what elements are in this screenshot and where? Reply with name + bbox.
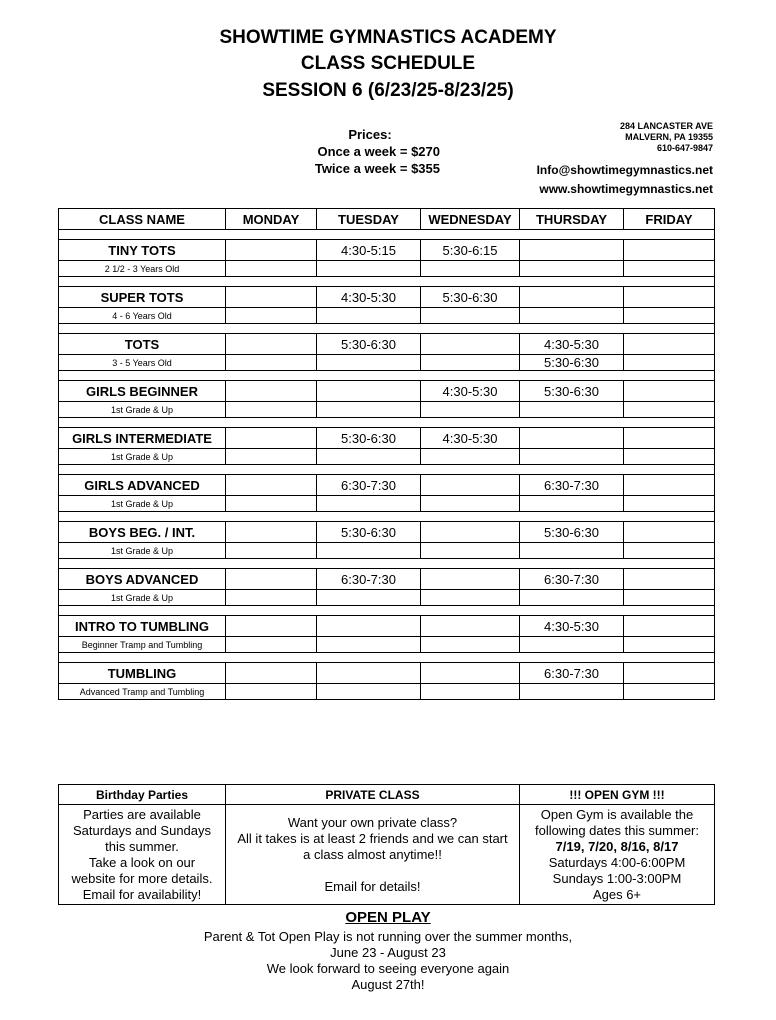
class-subrow xyxy=(59,355,715,371)
time-slot-wednesday: 5:30-6:30 xyxy=(421,287,520,308)
spacer-cell xyxy=(59,324,715,334)
time-slot-wednesday xyxy=(421,402,520,418)
class-name: TOTS xyxy=(59,334,226,355)
time-slot-thursday: 6:30-7:30 xyxy=(520,475,624,496)
spacer-cell xyxy=(59,512,715,522)
time-slot-friday xyxy=(624,428,715,449)
time-slot-thursday xyxy=(520,449,624,465)
time-slot-tuesday xyxy=(317,402,421,418)
time-slot-thursday xyxy=(520,590,624,606)
time-slot-tuesday xyxy=(317,684,421,700)
class-age-group: Advanced Tramp and Tumbling xyxy=(59,684,226,700)
time-slot-tuesday: 4:30-5:30 xyxy=(317,287,421,308)
class-name: BOYS ADVANCED xyxy=(59,569,226,590)
class-age-group: 3 - 5 Years Old xyxy=(59,355,226,371)
header-friday: FRIDAY xyxy=(624,209,715,230)
spacer-cell xyxy=(59,371,715,381)
time-slot-wednesday xyxy=(421,569,520,590)
phone-number: 610-647-9847 xyxy=(656,143,713,153)
time-slot-tuesday xyxy=(317,637,421,653)
header-class-name: CLASS NAME xyxy=(59,209,226,230)
time-slot-friday xyxy=(624,616,715,637)
class-subrow xyxy=(59,402,715,418)
class-age-group: 1st Grade & Up xyxy=(59,590,226,606)
spacer-row xyxy=(59,653,715,663)
spacer-row xyxy=(59,277,715,287)
time-slot-thursday xyxy=(520,287,624,308)
time-slot-friday xyxy=(624,240,715,261)
time-slot-tuesday: 5:30-6:30 xyxy=(317,334,421,355)
time-slot-friday xyxy=(624,496,715,512)
time-slot-thursday xyxy=(520,637,624,653)
time-slot-tuesday xyxy=(317,308,421,324)
prices-block xyxy=(290,126,440,177)
birthday-line: this summer. xyxy=(105,838,179,854)
birthday-line: Parties are available xyxy=(83,806,201,822)
class-row xyxy=(59,663,715,684)
class-subrow xyxy=(59,637,715,653)
time-slot-wednesday xyxy=(421,334,520,355)
price-twice-a-week: Twice a week = $355 xyxy=(314,161,440,176)
spacer-row xyxy=(59,230,715,240)
open-gym-cell xyxy=(520,805,715,905)
class-row xyxy=(59,475,715,496)
class-row xyxy=(59,522,715,543)
birthday-line: Take a look on our xyxy=(88,854,196,870)
class-subrow xyxy=(59,684,715,700)
spacer-cell xyxy=(59,606,715,616)
class-subrow xyxy=(59,543,715,559)
private-class-cell xyxy=(226,805,520,905)
class-name: BOYS BEG. / INT. xyxy=(59,522,226,543)
time-slot-tuesday xyxy=(317,381,421,402)
class-subrow xyxy=(59,496,715,512)
open-play-line: August 27th! xyxy=(351,977,425,992)
spacer-cell xyxy=(59,559,715,569)
open-gym-line-1: Open Gym is available the xyxy=(540,806,694,822)
spacer-cell xyxy=(59,230,715,240)
prices-heading: Prices: xyxy=(348,127,392,142)
open-play-section xyxy=(0,909,776,993)
time-slot-wednesday xyxy=(421,261,520,277)
time-slot-monday xyxy=(226,308,317,324)
time-slot-friday xyxy=(624,355,715,371)
private-class-heading: PRIVATE CLASS xyxy=(226,785,520,805)
time-slot-tuesday: 5:30-6:30 xyxy=(317,428,421,449)
info-table xyxy=(58,784,715,905)
time-slot-wednesday: 4:30-5:30 xyxy=(421,381,520,402)
class-name: INTRO TO TUMBLING xyxy=(59,616,226,637)
open-gym-ages: Ages 6+ xyxy=(592,886,642,902)
private-line-4: Email for details! xyxy=(324,878,421,894)
time-slot-thursday: 5:30-6:30 xyxy=(520,522,624,543)
time-slot-wednesday xyxy=(421,684,520,700)
time-slot-tuesday xyxy=(317,543,421,559)
header-monday: MONDAY xyxy=(226,209,317,230)
time-slot-thursday: 4:30-5:30 xyxy=(520,334,624,355)
time-slot-wednesday xyxy=(421,637,520,653)
address-street: 284 LANCASTER AVE xyxy=(619,121,713,131)
spacer-row xyxy=(59,324,715,334)
class-age-group: 2 1/2 - 3 Years Old xyxy=(59,261,226,277)
open-play-line: Parent & Tot Open Play is not running over the summer months, xyxy=(203,929,573,944)
time-slot-monday xyxy=(226,616,317,637)
time-slot-monday xyxy=(226,543,317,559)
time-slot-monday xyxy=(226,637,317,653)
schedule-title: CLASS SCHEDULE xyxy=(300,53,476,74)
website-link: www.showtimegymnastics.net xyxy=(539,182,713,196)
open-gym-sundays: Sundays 1:00-3:00PM xyxy=(552,870,682,886)
time-slot-monday xyxy=(226,569,317,590)
time-slot-friday xyxy=(624,334,715,355)
spacer-row xyxy=(59,606,715,616)
time-slot-thursday xyxy=(520,543,624,559)
open-play-title: OPEN PLAY xyxy=(345,909,431,926)
time-slot-friday xyxy=(624,543,715,559)
birthday-parties-heading: Birthday Parties xyxy=(59,785,226,805)
time-slot-monday xyxy=(226,496,317,512)
time-slot-monday xyxy=(226,381,317,402)
open-play-line: We look forward to seeing everyone again xyxy=(266,961,510,976)
info-body-row xyxy=(59,805,715,905)
time-slot-thursday: 5:30-6:30 xyxy=(520,355,624,371)
time-slot-tuesday xyxy=(317,355,421,371)
time-slot-friday xyxy=(624,569,715,590)
class-age-group: 1st Grade & Up xyxy=(59,449,226,465)
open-gym-dates: 7/19, 7/20, 8/16, 8/17 xyxy=(555,838,679,854)
spacer-row xyxy=(59,512,715,522)
time-slot-friday xyxy=(624,475,715,496)
time-slot-thursday xyxy=(520,261,624,277)
time-slot-wednesday: 4:30-5:30 xyxy=(421,428,520,449)
time-slot-friday xyxy=(624,522,715,543)
spacer-cell xyxy=(59,653,715,663)
class-name: TINY TOTS xyxy=(59,240,226,261)
class-age-group: 4 - 6 Years Old xyxy=(59,308,226,324)
class-subrow xyxy=(59,590,715,606)
time-slot-thursday xyxy=(520,428,624,449)
session-title: SESSION 6 (6/23/25-8/23/25) xyxy=(262,80,514,101)
class-schedule-table xyxy=(58,208,715,700)
time-slot-wednesday xyxy=(421,522,520,543)
time-slot-thursday: 4:30-5:30 xyxy=(520,616,624,637)
class-name: TUMBLING xyxy=(59,663,226,684)
academy-title: SHOWTIME GYMNASTICS ACADEMY xyxy=(219,27,557,48)
time-slot-wednesday xyxy=(421,663,520,684)
spacer-row xyxy=(59,418,715,428)
open-gym-line-2: following dates this summer: xyxy=(534,822,699,838)
time-slot-monday xyxy=(226,287,317,308)
time-slot-friday xyxy=(624,308,715,324)
time-slot-tuesday xyxy=(317,616,421,637)
schedule-body xyxy=(59,230,715,700)
class-row xyxy=(59,569,715,590)
class-name: GIRLS INTERMEDIATE xyxy=(59,428,226,449)
time-slot-friday xyxy=(624,261,715,277)
time-slot-tuesday xyxy=(317,663,421,684)
time-slot-thursday xyxy=(520,496,624,512)
time-slot-thursday xyxy=(520,308,624,324)
birthday-line: website for more details. xyxy=(71,870,213,886)
open-play-line: June 23 - August 23 xyxy=(330,945,446,960)
contact-block xyxy=(520,121,713,197)
header-thursday: THURSDAY xyxy=(520,209,624,230)
class-subrow xyxy=(59,308,715,324)
class-row xyxy=(59,287,715,308)
class-row xyxy=(59,428,715,449)
time-slot-thursday xyxy=(520,684,624,700)
time-slot-wednesday xyxy=(421,590,520,606)
class-row xyxy=(59,616,715,637)
class-age-group: Beginner Tramp and Tumbling xyxy=(59,637,226,653)
time-slot-tuesday: 4:30-5:15 xyxy=(317,240,421,261)
class-subrow xyxy=(59,261,715,277)
private-line-1: Want your own private class? xyxy=(287,814,458,830)
time-slot-friday xyxy=(624,637,715,653)
spacer-cell xyxy=(59,465,715,475)
time-slot-tuesday: 5:30-6:30 xyxy=(317,522,421,543)
class-name: GIRLS ADVANCED xyxy=(59,475,226,496)
class-age-group: 1st Grade & Up xyxy=(59,496,226,512)
time-slot-tuesday xyxy=(317,590,421,606)
time-slot-tuesday: 6:30-7:30 xyxy=(317,475,421,496)
birthday-line: Email for availability! xyxy=(82,886,202,902)
time-slot-wednesday xyxy=(421,475,520,496)
time-slot-monday xyxy=(226,522,317,543)
class-row xyxy=(59,381,715,402)
spacer-row xyxy=(59,559,715,569)
time-slot-monday xyxy=(226,663,317,684)
time-slot-monday xyxy=(226,334,317,355)
time-slot-wednesday: 5:30-6:15 xyxy=(421,240,520,261)
time-slot-tuesday xyxy=(317,261,421,277)
open-gym-heading: !!! OPEN GYM !!! xyxy=(520,785,715,805)
class-subrow xyxy=(59,449,715,465)
time-slot-wednesday xyxy=(421,543,520,559)
time-slot-thursday: 6:30-7:30 xyxy=(520,569,624,590)
schedule-header-row xyxy=(59,209,715,230)
price-once-a-week: Once a week = $270 xyxy=(317,144,440,159)
time-slot-thursday xyxy=(520,240,624,261)
time-slot-friday xyxy=(624,590,715,606)
birthday-parties-cell xyxy=(59,805,226,905)
class-name: GIRLS BEGINNER xyxy=(59,381,226,402)
time-slot-thursday xyxy=(520,402,624,418)
time-slot-friday xyxy=(624,287,715,308)
time-slot-friday xyxy=(624,402,715,418)
time-slot-thursday: 6:30-7:30 xyxy=(520,663,624,684)
time-slot-wednesday xyxy=(421,308,520,324)
private-line-2: All it takes is at least 2 friends and we can start xyxy=(237,830,508,846)
class-row xyxy=(59,334,715,355)
time-slot-tuesday: 6:30-7:30 xyxy=(317,569,421,590)
time-slot-monday xyxy=(226,355,317,371)
time-slot-monday xyxy=(226,475,317,496)
private-line-3: a class almost anytime!! xyxy=(303,846,442,862)
time-slot-friday xyxy=(624,684,715,700)
time-slot-wednesday xyxy=(421,496,520,512)
open-gym-saturdays: Saturdays 4:00-6:00PM xyxy=(548,854,686,870)
spacer-row xyxy=(59,465,715,475)
class-age-group: 1st Grade & Up xyxy=(59,543,226,559)
time-slot-monday xyxy=(226,428,317,449)
time-slot-tuesday xyxy=(317,449,421,465)
spacer-cell xyxy=(59,277,715,287)
time-slot-monday xyxy=(226,261,317,277)
class-row xyxy=(59,240,715,261)
time-slot-monday xyxy=(226,240,317,261)
header-wednesday: WEDNESDAY xyxy=(421,209,520,230)
address-city: MALVERN, PA 19355 xyxy=(625,132,713,142)
time-slot-wednesday xyxy=(421,616,520,637)
time-slot-friday xyxy=(624,663,715,684)
time-slot-monday xyxy=(226,449,317,465)
time-slot-friday xyxy=(624,449,715,465)
email-address: Info@showtimegymnastics.net xyxy=(536,163,713,177)
spacer-cell xyxy=(59,418,715,428)
info-header-row xyxy=(59,785,715,805)
header-tuesday: TUESDAY xyxy=(317,209,421,230)
time-slot-wednesday xyxy=(421,449,520,465)
time-slot-tuesday xyxy=(317,496,421,512)
birthday-line: Saturdays and Sundays xyxy=(72,822,212,838)
class-age-group: 1st Grade & Up xyxy=(59,402,226,418)
spacer-row xyxy=(59,371,715,381)
time-slot-monday xyxy=(226,402,317,418)
time-slot-monday xyxy=(226,684,317,700)
time-slot-monday xyxy=(226,590,317,606)
class-name: SUPER TOTS xyxy=(59,287,226,308)
time-slot-thursday: 5:30-6:30 xyxy=(520,381,624,402)
time-slot-friday xyxy=(624,381,715,402)
time-slot-wednesday xyxy=(421,355,520,371)
